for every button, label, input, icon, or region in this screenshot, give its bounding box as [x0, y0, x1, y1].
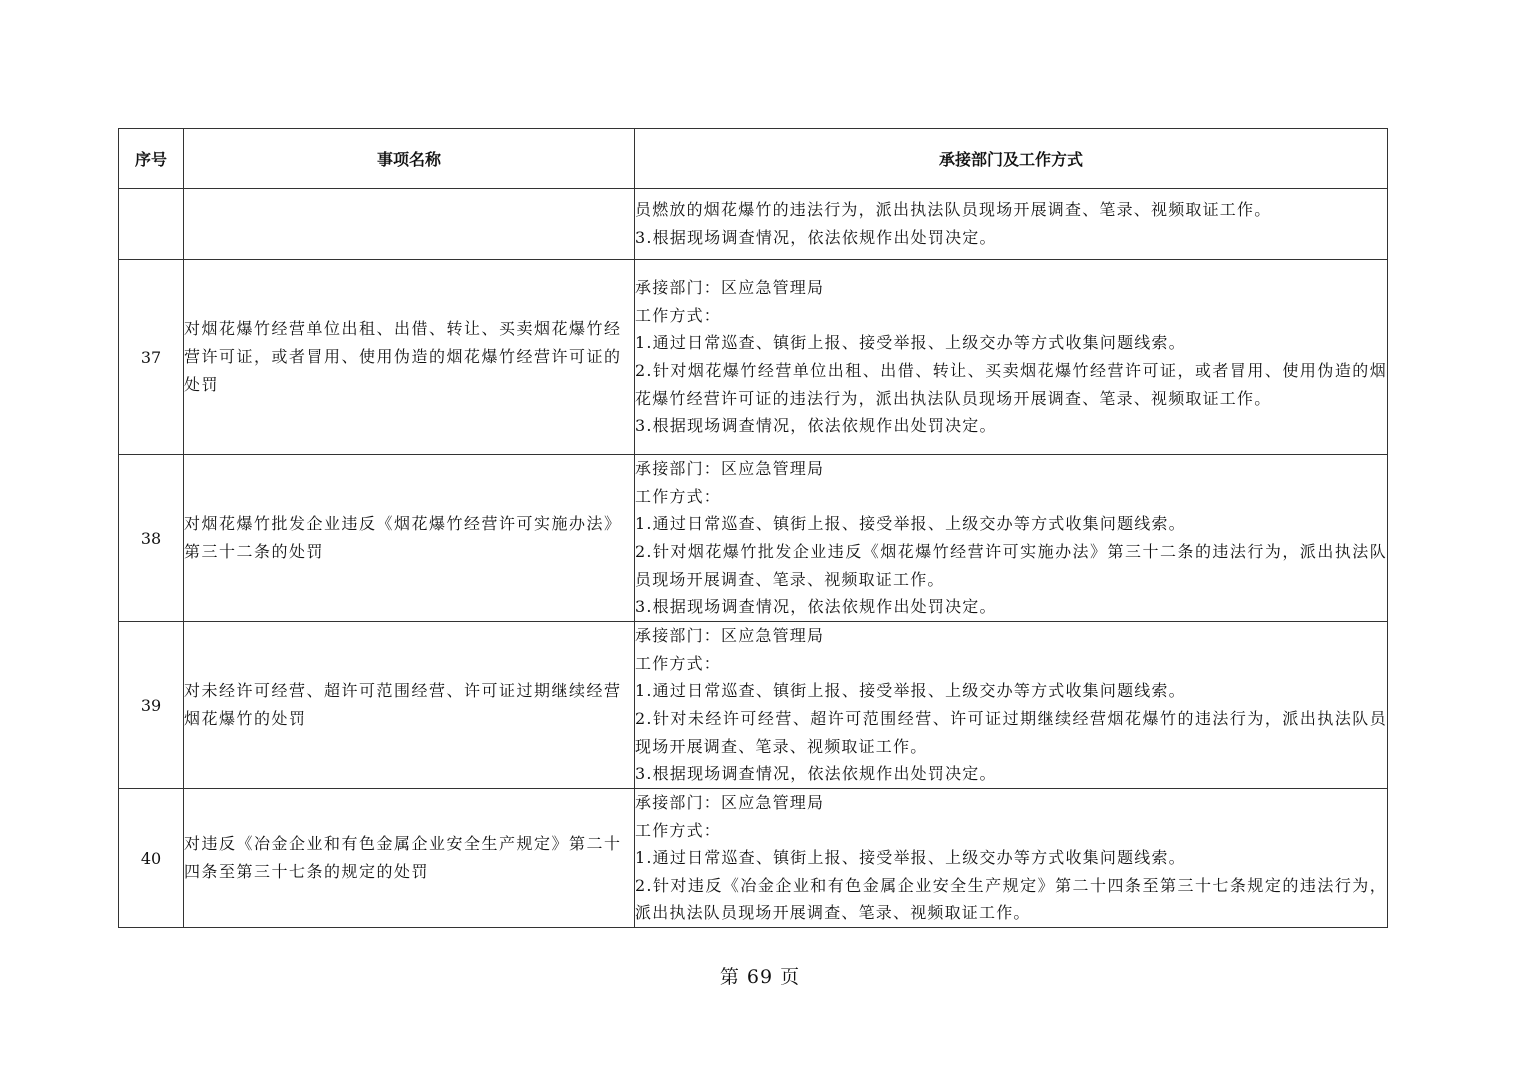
cell-seq: 39	[119, 622, 184, 789]
work-step-1: 1.通过日常巡查、镇街上报、接受举报、上级交办等方式收集问题线索。	[635, 514, 1186, 534]
work-method-label: 工作方式：	[635, 820, 722, 840]
cell-work	[635, 260, 1388, 455]
work-line: 员燃放的烟花爆竹的违法行为，派出执法队员现场开展调查、笔录、视频取证工作。	[635, 200, 1272, 220]
work-step-2: 2.针对违反《冶金企业和有色金属企业安全生产规定》第二十四条至第三十七条规定的违法行为，派出执法队员现场开展调查、笔录、视频取证工作。	[635, 875, 1387, 923]
work-step-1: 1.通过日常巡查、镇街上报、接受举报、上级交办等方式收集问题线索。	[635, 848, 1186, 868]
cell-work	[635, 455, 1388, 622]
work-step-3: 3.根据现场调查情况，依法依规作出处罚决定。	[635, 597, 997, 617]
cell-name: 对烟花爆竹批发企业违反《烟花爆竹经营许可实施办法》第三十二条的处罚	[184, 455, 635, 622]
work-dept: 承接部门：区应急管理局	[635, 459, 825, 479]
cell-name: 对烟花爆竹经营单位出租、出借、转让、买卖烟花爆竹经营许可证，或者冒用、使用伪造的烟花爆竹经营许可证的处罚	[184, 260, 635, 455]
work-dept: 承接部门：区应急管理局	[635, 793, 825, 813]
work-step-1: 1.通过日常巡查、镇街上报、接受举报、上级交办等方式收集问题线索。	[635, 333, 1186, 353]
header-work: 承接部门及工作方式	[635, 129, 1388, 189]
work-step-2: 2.针对烟花爆竹批发企业违反《烟花爆竹经营许可实施办法》第三十二条的违法行为，派出执法队员现场开展调查、笔录、视频取证工作。	[635, 542, 1387, 589]
header-name: 事项名称	[184, 129, 635, 189]
cell-seq: 38	[119, 455, 184, 622]
cell-seq: 37	[119, 260, 184, 455]
work-dept: 承接部门：区应急管理局	[635, 278, 825, 298]
work-step-3: 3.根据现场调查情况，依法依规作出处罚决定。	[635, 416, 997, 436]
work-method-label: 工作方式：	[635, 486, 722, 506]
cell-name: 对未经许可经营、超许可范围经营、许可证过期继续经营烟花爆竹的处罚	[184, 622, 635, 789]
matters-table	[118, 128, 1388, 928]
table-row	[119, 260, 1388, 455]
table-row	[119, 789, 1388, 928]
cell-seq	[119, 189, 184, 260]
table-row-continuation	[119, 189, 1388, 260]
page-number: 第 69 页	[719, 966, 801, 988]
cell-work	[635, 622, 1388, 789]
table-row	[119, 455, 1388, 622]
work-step-3: 3.根据现场调查情况，依法依规作出处罚决定。	[635, 764, 997, 784]
table-row	[119, 622, 1388, 789]
work-method-label: 工作方式：	[635, 305, 722, 325]
cell-work	[635, 189, 1388, 260]
work-step-1: 1.通过日常巡查、镇街上报、接受举报、上级交办等方式收集问题线索。	[635, 681, 1186, 701]
work-line: 3.根据现场调查情况，依法依规作出处罚决定。	[635, 228, 997, 247]
cell-name: 对违反《冶金企业和有色金属企业安全生产规定》第二十四条至第三十七条的规定的处罚	[184, 789, 635, 928]
work-method-label: 工作方式：	[635, 653, 722, 673]
work-step-2: 2.针对未经许可经营、超许可范围经营、许可证过期继续经营烟花爆竹的违法行为，派出执法队员现场开展调查、笔录、视频取证工作。	[635, 709, 1387, 756]
cell-name	[184, 189, 635, 260]
cell-seq: 40	[119, 789, 184, 928]
work-dept: 承接部门：区应急管理局	[635, 626, 825, 646]
header-seq: 序号	[119, 129, 184, 189]
work-step-2: 2.针对烟花爆竹经营单位出租、出借、转让、买卖烟花爆竹经营许可证，或者冒用、使用伪造的烟花爆竹经营许可证的违法行为，派出执法队员现场开展调查、笔录、视频取证工作。	[635, 361, 1387, 408]
table-header-row	[119, 129, 1388, 189]
cell-work	[635, 789, 1388, 928]
